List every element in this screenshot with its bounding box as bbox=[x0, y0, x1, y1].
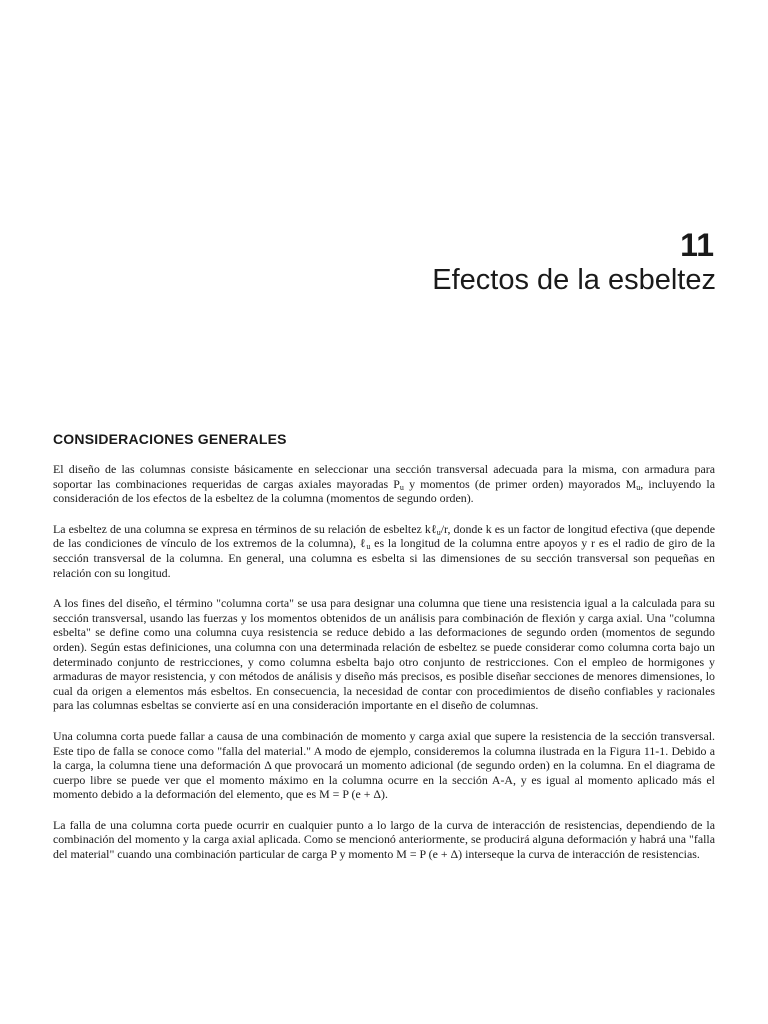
subscript: u bbox=[636, 482, 641, 492]
subscript: u bbox=[399, 482, 404, 492]
paragraph-1 bbox=[53, 462, 715, 506]
subscript: u bbox=[436, 527, 441, 537]
paragraph-3: A los fines del diseño, el término "columna corta" se usa para designar una columna que tiene una resistencia igual a la calculada para su sección transversal, usando las fuerzas y los momentos obtenidos de un análisis para combinación de flexión y carga axial. Una "columna esbelta" se define como una columna cuya resistencia se reduce debido a las deformaciones de segundo orden (momentos de segundo orden). Según estas definiciones, una columna con una determinada relación de esbeltez se puede considerar como columna corta bajo un determinado conjunto de restricciones, y como columna esbelta bajo otro conjunto de restricciones. Con el empleo de hormigones y armaduras de mayor resistencia, y con métodos de análisis y diseño más precisos, es posible diseñar secciones de menores dimensiones, lo cual da origen a elementos más esbeltos. En consecuencia, la necesidad de contar con procedimientos de diseño confiables y racionales para las columnas esbeltas se convierte así en una consideración importante en el diseño de columnas. bbox=[53, 596, 715, 713]
section-heading: CONSIDERACIONES GENERALES bbox=[53, 431, 287, 447]
chapter-number: 11 bbox=[680, 227, 714, 263]
paragraph-2-text-b: /r, donde k es un factor de longitud efectiva (que depende de las condiciones de vínculo de los extremos de la columna), ℓ bbox=[53, 521, 715, 551]
paragraph-2-text-c: es la longitud de la columna entre apoyos y r es el radio de giro de la sección transversal de la columna. En general, una columna es esbelta si las dimensiones de su sección transversal son pequeñas en relación con su longitud. bbox=[53, 536, 715, 580]
paragraph-1-text-a: El diseño de las columnas consiste básicamente en seleccionar una sección transversal adecuada para la misma, con armadura para soportar las combinaciones requeridas de cargas axiales mayoradas P bbox=[53, 462, 715, 491]
subscript: u bbox=[366, 542, 371, 552]
paragraph-1-text-c: , incluyendo la consideración de los efectos de la esbeltez de la columna (momentos de segundo orden). bbox=[53, 476, 715, 506]
chapter-title: Efectos de la esbeltez bbox=[432, 264, 716, 296]
paragraph-4: Una columna corta puede fallar a causa de una combinación de momento y carga axial que supere la resistencia de la sección transversal. Este tipo de falla se conoce como "falla del material." A modo de ejemplo, consideremos la columna ilustrada en la Figura 11-1. Debido a la carga, la columna tiene una deformación Δ que provocará un momento adicional (de segundo orden) en la columna. En el diagrama de cuerpo libre se puede ver que el momento máximo en la columna ocurre en la sección A-A, y es igual al momento aplicado más el momento debido a la deformación del elemento, que es M = P (e + Δ). bbox=[53, 728, 715, 802]
paragraph-2-text-a: La esbeltez de una columna se expresa en términos de su relación de esbeltez kℓ bbox=[53, 521, 437, 536]
paragraph-1-text-b: y momentos (de primer orden) mayorados M bbox=[403, 476, 637, 491]
body-text bbox=[53, 462, 715, 878]
paragraph-2 bbox=[53, 522, 715, 580]
paragraph-5: La falla de una columna corta puede ocurrir en cualquier punto a lo largo de la curva de interacción de resistencias, dependiendo de la combinación del momento y la carga axial aplicada. Como se mencionó anteriormente, se producirá alguna deformación y habrá una "falla del material" cuando una combinación particular de carga P y momento M = P (e + Δ) interseque la curva de interacción de resistencias. bbox=[53, 817, 715, 862]
